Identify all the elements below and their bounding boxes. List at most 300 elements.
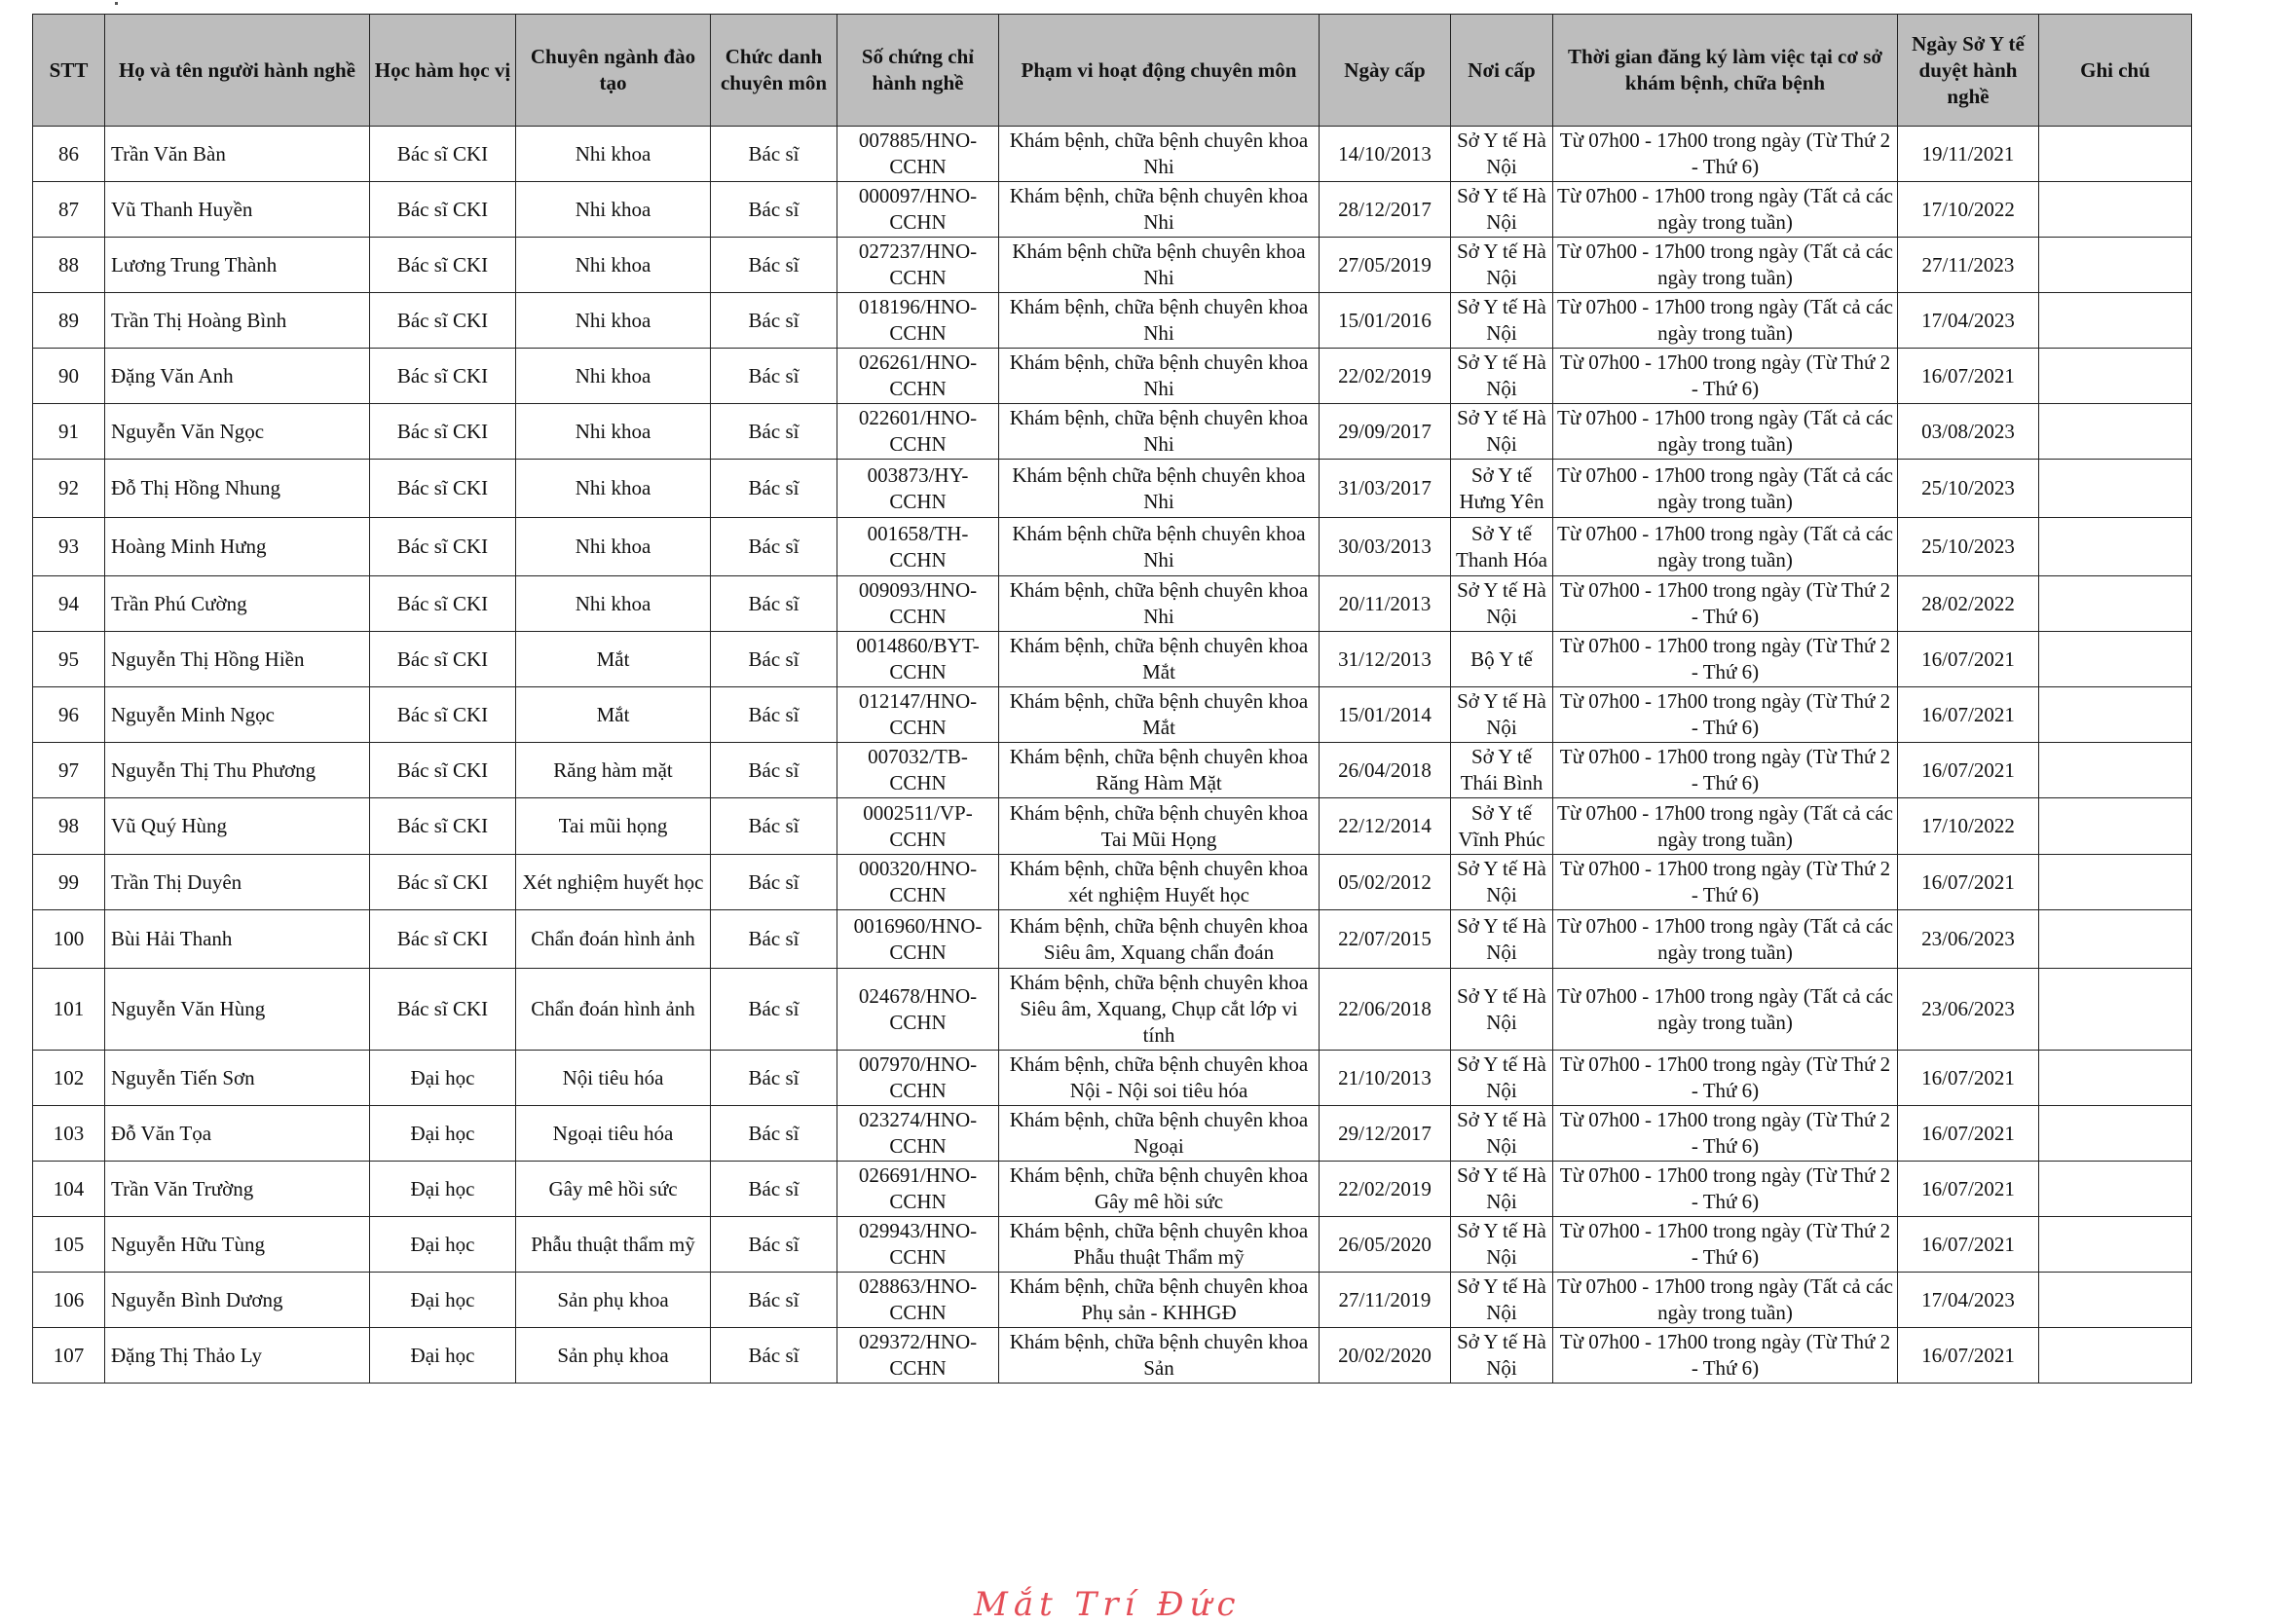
cell-scope: Khám bệnh, chữa bệnh chuyên khoa Nhi bbox=[999, 127, 1320, 182]
cell-issuer: Sở Y tế Hà Nội bbox=[1451, 349, 1553, 404]
cell-degree: Bác sĩ CKI bbox=[370, 404, 516, 460]
cell-certificate: 012147/HNO-CCHN bbox=[837, 687, 999, 743]
cell-scope: Khám bệnh, chữa bệnh chuyên khoa Nội - Nội soi tiêu hóa bbox=[999, 1051, 1320, 1106]
cell-name: Bùi Hải Thanh bbox=[105, 910, 370, 969]
cell-specialty: Nhi khoa bbox=[516, 182, 711, 238]
cell-degree: Đại học bbox=[370, 1273, 516, 1328]
cell-degree: Bác sĩ CKI bbox=[370, 518, 516, 576]
cell-certificate: 029372/HNO-CCHN bbox=[837, 1328, 999, 1384]
cell-specialty: Nhi khoa bbox=[516, 238, 711, 293]
cell-specialty: Sản phụ khoa bbox=[516, 1328, 711, 1384]
cell-approval-date: 16/07/2021 bbox=[1898, 1217, 2039, 1273]
cell-name: Nguyễn Bình Dương bbox=[105, 1273, 370, 1328]
cell-degree: Đại học bbox=[370, 1217, 516, 1273]
table-row bbox=[33, 460, 2192, 518]
cell-notes bbox=[2039, 1106, 2192, 1162]
cell-specialty: Phẫu thuật thẩm mỹ bbox=[516, 1217, 711, 1273]
cell-issue-date: 15/01/2016 bbox=[1320, 293, 1451, 349]
cell-issue-date: 31/03/2017 bbox=[1320, 460, 1451, 518]
cell-degree: Bác sĩ CKI bbox=[370, 127, 516, 182]
cell-scope: Khám bệnh chữa bệnh chuyên khoa Nhi bbox=[999, 460, 1320, 518]
cell-issuer: Bộ Y tế bbox=[1451, 632, 1553, 687]
table-row bbox=[33, 293, 2192, 349]
cell-title: Bác sĩ bbox=[711, 798, 837, 855]
cell-certificate: 001658/TH-CCHN bbox=[837, 518, 999, 576]
table-row bbox=[33, 404, 2192, 460]
cell-title: Bác sĩ bbox=[711, 1328, 837, 1384]
cell-issue-date: 26/04/2018 bbox=[1320, 743, 1451, 798]
cell-approval-date: 17/10/2022 bbox=[1898, 798, 2039, 855]
cell-scope: Khám bệnh, chữa bệnh chuyên khoa Mắt bbox=[999, 632, 1320, 687]
cell-stt: 96 bbox=[33, 687, 105, 743]
cell-issuer: Sở Y tế Hà Nội bbox=[1451, 910, 1553, 969]
cell-title: Bác sĩ bbox=[711, 238, 837, 293]
cell-degree: Bác sĩ CKI bbox=[370, 238, 516, 293]
cell-title: Bác sĩ bbox=[711, 1273, 837, 1328]
cell-issuer: Sở Y tế Hưng Yên bbox=[1451, 460, 1553, 518]
cell-scope: Khám bệnh, chữa bệnh chuyên khoa Nhi bbox=[999, 182, 1320, 238]
table-row bbox=[33, 1273, 2192, 1328]
cell-scope: Khám bệnh, chữa bệnh chuyên khoa Nhi bbox=[999, 404, 1320, 460]
cell-certificate: 0016960/HNO-CCHN bbox=[837, 910, 999, 969]
table-row bbox=[33, 910, 2192, 969]
cell-scope: Khám bệnh, chữa bệnh chuyên khoa xét nghiệm Huyết học bbox=[999, 855, 1320, 910]
cell-specialty: Nhi khoa bbox=[516, 460, 711, 518]
cell-specialty: Chẩn đoán hình ảnh bbox=[516, 910, 711, 969]
cell-specialty: Mắt bbox=[516, 632, 711, 687]
cell-issuer: Sở Y tế Hà Nội bbox=[1451, 182, 1553, 238]
cell-title: Bác sĩ bbox=[711, 576, 837, 632]
cell-approval-date: 28/02/2022 bbox=[1898, 576, 2039, 632]
table-row bbox=[33, 1162, 2192, 1217]
header-degree: Học hàm học vị bbox=[370, 15, 516, 127]
cell-notes bbox=[2039, 969, 2192, 1051]
cell-certificate: 028863/HNO-CCHN bbox=[837, 1273, 999, 1328]
cell-stt: 91 bbox=[33, 404, 105, 460]
cell-certificate: 003873/HY-CCHN bbox=[837, 460, 999, 518]
cell-working-time: Từ 07h00 - 17h00 trong ngày (Từ Thứ 2 - Thứ 6) bbox=[1553, 349, 1898, 404]
cell-specialty: Nhi khoa bbox=[516, 127, 711, 182]
cell-certificate: 027237/HNO-CCHN bbox=[837, 238, 999, 293]
cell-issue-date: 22/07/2015 bbox=[1320, 910, 1451, 969]
cell-stt: 102 bbox=[33, 1051, 105, 1106]
cell-issuer: Sở Y tế Thái Bình bbox=[1451, 743, 1553, 798]
cell-working-time: Từ 07h00 - 17h00 trong ngày (Tất cả các ngày trong tuần) bbox=[1553, 798, 1898, 855]
cell-stt: 100 bbox=[33, 910, 105, 969]
cell-title: Bác sĩ bbox=[711, 1106, 837, 1162]
header-notes: Ghi chú bbox=[2039, 15, 2192, 127]
cell-scope: Khám bệnh, chữa bệnh chuyên khoa Tai Mũi Họng bbox=[999, 798, 1320, 855]
cell-degree: Đại học bbox=[370, 1328, 516, 1384]
table-row bbox=[33, 182, 2192, 238]
cell-scope: Khám bệnh, chữa bệnh chuyên khoa Siêu âm, Xquang chẩn đoán bbox=[999, 910, 1320, 969]
cell-working-time: Từ 07h00 - 17h00 trong ngày (Tất cả các ngày trong tuần) bbox=[1553, 460, 1898, 518]
cell-approval-date: 16/07/2021 bbox=[1898, 1162, 2039, 1217]
header-issuer: Nơi cấp bbox=[1451, 15, 1553, 127]
cell-stt: 103 bbox=[33, 1106, 105, 1162]
cell-working-time: Từ 07h00 - 17h00 trong ngày (Từ Thứ 2 - Thứ 6) bbox=[1553, 1328, 1898, 1384]
cell-name: Nguyễn Thị Thu Phương bbox=[105, 743, 370, 798]
cell-stt: 101 bbox=[33, 969, 105, 1051]
table-row bbox=[33, 238, 2192, 293]
cell-certificate: 024678/HNO-CCHN bbox=[837, 969, 999, 1051]
cell-title: Bác sĩ bbox=[711, 1217, 837, 1273]
header-specialty: Chuyên ngành đào tạo bbox=[516, 15, 711, 127]
cell-certificate: 000320/HNO-CCHN bbox=[837, 855, 999, 910]
cell-issuer: Sở Y tế Vĩnh Phúc bbox=[1451, 798, 1553, 855]
cell-scope: Khám bệnh, chữa bệnh chuyên khoa Nhi bbox=[999, 349, 1320, 404]
cell-notes bbox=[2039, 182, 2192, 238]
cell-certificate: 007885/HNO-CCHN bbox=[837, 127, 999, 182]
cell-stt: 89 bbox=[33, 293, 105, 349]
cell-approval-date: 03/08/2023 bbox=[1898, 404, 2039, 460]
cell-title: Bác sĩ bbox=[711, 293, 837, 349]
cell-approval-date: 23/06/2023 bbox=[1898, 969, 2039, 1051]
cell-approval-date: 19/11/2021 bbox=[1898, 127, 2039, 182]
cell-issuer: Sở Y tế Hà Nội bbox=[1451, 969, 1553, 1051]
cell-approval-date: 27/11/2023 bbox=[1898, 238, 2039, 293]
cell-specialty: Nội tiêu hóa bbox=[516, 1051, 711, 1106]
table-row bbox=[33, 743, 2192, 798]
header-title: Chức danh chuyên môn bbox=[711, 15, 837, 127]
cell-name: Đặng Văn Anh bbox=[105, 349, 370, 404]
cell-stt: 87 bbox=[33, 182, 105, 238]
cell-scope: Khám bệnh, chữa bệnh chuyên khoa Ngoại bbox=[999, 1106, 1320, 1162]
cell-notes bbox=[2039, 1051, 2192, 1106]
cell-scope: Khám bệnh, chữa bệnh chuyên khoa Sản bbox=[999, 1328, 1320, 1384]
cell-name: Nguyễn Văn Ngọc bbox=[105, 404, 370, 460]
cell-stt: 105 bbox=[33, 1217, 105, 1273]
cell-degree: Bác sĩ CKI bbox=[370, 798, 516, 855]
stamp-text: Mắt Trí Đức bbox=[974, 1585, 1242, 1624]
cell-issuer: Sở Y tế Hà Nội bbox=[1451, 1217, 1553, 1273]
cell-degree: Đại học bbox=[370, 1162, 516, 1217]
cell-issuer: Sở Y tế Hà Nội bbox=[1451, 687, 1553, 743]
cell-scope: Khám bệnh, chữa bệnh chuyên khoa Mắt bbox=[999, 687, 1320, 743]
cell-certificate: 0002511/VP-CCHN bbox=[837, 798, 999, 855]
cell-working-time: Từ 07h00 - 17h00 trong ngày (Tất cả các ngày trong tuần) bbox=[1553, 1273, 1898, 1328]
cell-certificate: 0014860/BYT-CCHN bbox=[837, 632, 999, 687]
cell-stt: 97 bbox=[33, 743, 105, 798]
table-row bbox=[33, 1051, 2192, 1106]
table-row bbox=[33, 127, 2192, 182]
cell-specialty: Xét nghiệm huyết học bbox=[516, 855, 711, 910]
cell-working-time: Từ 07h00 - 17h00 trong ngày (Từ Thứ 2 - Thứ 6) bbox=[1553, 855, 1898, 910]
cell-stt: 104 bbox=[33, 1162, 105, 1217]
cell-working-time: Từ 07h00 - 17h00 trong ngày (Từ Thứ 2 - Thứ 6) bbox=[1553, 127, 1898, 182]
table-row bbox=[33, 518, 2192, 576]
cell-working-time: Từ 07h00 - 17h00 trong ngày (Từ Thứ 2 - Thứ 6) bbox=[1553, 1217, 1898, 1273]
cell-specialty: Nhi khoa bbox=[516, 576, 711, 632]
cell-degree: Bác sĩ CKI bbox=[370, 687, 516, 743]
cell-approval-date: 16/07/2021 bbox=[1898, 1051, 2039, 1106]
cell-issue-date: 29/12/2017 bbox=[1320, 1106, 1451, 1162]
cell-specialty: Chẩn đoán hình ảnh bbox=[516, 969, 711, 1051]
cell-specialty: Gây mê hồi sức bbox=[516, 1162, 711, 1217]
cell-approval-date: 16/07/2021 bbox=[1898, 632, 2039, 687]
table-row bbox=[33, 349, 2192, 404]
cell-approval-date: 23/06/2023 bbox=[1898, 910, 2039, 969]
cell-name: Nguyễn Thị Hồng Hiền bbox=[105, 632, 370, 687]
cell-title: Bác sĩ bbox=[711, 687, 837, 743]
cell-certificate: 007970/HNO-CCHN bbox=[837, 1051, 999, 1106]
cell-notes bbox=[2039, 127, 2192, 182]
table-row bbox=[33, 969, 2192, 1051]
cell-approval-date: 17/04/2023 bbox=[1898, 1273, 2039, 1328]
cell-name: Hoàng Minh Hưng bbox=[105, 518, 370, 576]
cell-scope: Khám bệnh, chữa bệnh chuyên khoa Gây mê hồi sức bbox=[999, 1162, 1320, 1217]
cell-degree: Bác sĩ CKI bbox=[370, 349, 516, 404]
table-row bbox=[33, 1106, 2192, 1162]
cell-scope: Khám bệnh, chữa bệnh chuyên khoa Răng Hàm Mặt bbox=[999, 743, 1320, 798]
cell-notes bbox=[2039, 1162, 2192, 1217]
cell-issue-date: 22/02/2019 bbox=[1320, 349, 1451, 404]
cell-stt: 98 bbox=[33, 798, 105, 855]
cell-title: Bác sĩ bbox=[711, 404, 837, 460]
cell-notes bbox=[2039, 404, 2192, 460]
cell-stt: 88 bbox=[33, 238, 105, 293]
header-issue-date: Ngày cấp bbox=[1320, 15, 1451, 127]
cell-notes bbox=[2039, 798, 2192, 855]
cell-working-time: Từ 07h00 - 17h00 trong ngày (Tất cả các ngày trong tuần) bbox=[1553, 293, 1898, 349]
cell-degree: Đại học bbox=[370, 1106, 516, 1162]
cell-stt: 86 bbox=[33, 127, 105, 182]
cell-degree: Bác sĩ CKI bbox=[370, 293, 516, 349]
cell-title: Bác sĩ bbox=[711, 460, 837, 518]
cell-notes bbox=[2039, 855, 2192, 910]
cell-name: Vũ Thanh Huyền bbox=[105, 182, 370, 238]
cell-name: Trần Thị Hoàng Bình bbox=[105, 293, 370, 349]
cell-issue-date: 22/02/2019 bbox=[1320, 1162, 1451, 1217]
cell-notes bbox=[2039, 1217, 2192, 1273]
header-scope: Phạm vi hoạt động chuyên môn bbox=[999, 15, 1320, 127]
cell-name: Lương Trung Thành bbox=[105, 238, 370, 293]
cell-scope: Khám bệnh, chữa bệnh chuyên khoa Nhi bbox=[999, 576, 1320, 632]
cell-issue-date: 27/05/2019 bbox=[1320, 238, 1451, 293]
cell-issuer: Sở Y tế Thanh Hóa bbox=[1451, 518, 1553, 576]
table-row bbox=[33, 798, 2192, 855]
cell-working-time: Từ 07h00 - 17h00 trong ngày (Từ Thứ 2 - Thứ 6) bbox=[1553, 576, 1898, 632]
cell-working-time: Từ 07h00 - 17h00 trong ngày (Tất cả các ngày trong tuần) bbox=[1553, 910, 1898, 969]
cell-notes bbox=[2039, 460, 2192, 518]
cell-working-time: Từ 07h00 - 17h00 trong ngày (Từ Thứ 2 - Thứ 6) bbox=[1553, 1162, 1898, 1217]
header-name: Họ và tên người hành nghề bbox=[105, 15, 370, 127]
header-certificate: Số chứng chỉ hành nghề bbox=[837, 15, 999, 127]
table-row bbox=[33, 855, 2192, 910]
header-working-time: Thời gian đăng ký làm việc tại cơ sở khám bệnh, chữa bệnh bbox=[1553, 15, 1898, 127]
cell-title: Bác sĩ bbox=[711, 1051, 837, 1106]
cell-issuer: Sở Y tế Hà Nội bbox=[1451, 1051, 1553, 1106]
cell-name: Trần Phú Cường bbox=[105, 576, 370, 632]
cell-specialty: Sản phụ khoa bbox=[516, 1273, 711, 1328]
cell-issuer: Sở Y tế Hà Nội bbox=[1451, 238, 1553, 293]
cell-approval-date: 17/10/2022 bbox=[1898, 182, 2039, 238]
header-row bbox=[33, 15, 2192, 127]
cell-name: Nguyễn Minh Ngọc bbox=[105, 687, 370, 743]
cell-degree: Bác sĩ CKI bbox=[370, 910, 516, 969]
cell-working-time: Từ 07h00 - 17h00 trong ngày (Từ Thứ 2 - Thứ 6) bbox=[1553, 632, 1898, 687]
cell-issuer: Sở Y tế Hà Nội bbox=[1451, 404, 1553, 460]
cell-issue-date: 30/03/2013 bbox=[1320, 518, 1451, 576]
cell-issuer: Sở Y tế Hà Nội bbox=[1451, 1328, 1553, 1384]
cell-specialty: Ngoại tiêu hóa bbox=[516, 1106, 711, 1162]
cell-issue-date: 20/11/2013 bbox=[1320, 576, 1451, 632]
cell-stt: 106 bbox=[33, 1273, 105, 1328]
cell-issue-date: 05/02/2012 bbox=[1320, 855, 1451, 910]
cell-approval-date: 16/07/2021 bbox=[1898, 855, 2039, 910]
table-row bbox=[33, 687, 2192, 743]
cell-scope: Khám bệnh, chữa bệnh chuyên khoa Nhi bbox=[999, 293, 1320, 349]
cell-degree: Đại học bbox=[370, 1051, 516, 1106]
cell-stt: 99 bbox=[33, 855, 105, 910]
cell-notes bbox=[2039, 518, 2192, 576]
cell-issuer: Sở Y tế Hà Nội bbox=[1451, 127, 1553, 182]
cell-title: Bác sĩ bbox=[711, 855, 837, 910]
cell-specialty: Mắt bbox=[516, 687, 711, 743]
cell-notes bbox=[2039, 293, 2192, 349]
cell-approval-date: 25/10/2023 bbox=[1898, 518, 2039, 576]
cell-specialty: Tai mũi họng bbox=[516, 798, 711, 855]
cell-name: Đỗ Thị Hồng Nhung bbox=[105, 460, 370, 518]
cell-title: Bác sĩ bbox=[711, 182, 837, 238]
cell-stt: 93 bbox=[33, 518, 105, 576]
table-body bbox=[33, 127, 2192, 1384]
cell-specialty: Nhi khoa bbox=[516, 293, 711, 349]
cell-working-time: Từ 07h00 - 17h00 trong ngày (Từ Thứ 2 - Thứ 6) bbox=[1553, 743, 1898, 798]
cell-notes bbox=[2039, 1273, 2192, 1328]
cell-scope: Khám bệnh, chữa bệnh chuyên khoa Phẫu thuật Thẩm mỹ bbox=[999, 1217, 1320, 1273]
cell-title: Bác sĩ bbox=[711, 518, 837, 576]
cell-issue-date: 27/11/2019 bbox=[1320, 1273, 1451, 1328]
cell-name: Trần Thị Duyên bbox=[105, 855, 370, 910]
header-approval-date: Ngày Sở Y tế duyệt hành nghề bbox=[1898, 15, 2039, 127]
cell-certificate: 022601/HNO-CCHN bbox=[837, 404, 999, 460]
cell-approval-date: 16/07/2021 bbox=[1898, 687, 2039, 743]
cell-notes bbox=[2039, 349, 2192, 404]
cell-specialty: Nhi khoa bbox=[516, 518, 711, 576]
cell-scope: Khám bệnh chữa bệnh chuyên khoa Nhi bbox=[999, 518, 1320, 576]
cell-name: Nguyễn Tiến Sơn bbox=[105, 1051, 370, 1106]
cell-issue-date: 15/01/2014 bbox=[1320, 687, 1451, 743]
cell-working-time: Từ 07h00 - 17h00 trong ngày (Từ Thứ 2 - Thứ 6) bbox=[1553, 1106, 1898, 1162]
cell-title: Bác sĩ bbox=[711, 969, 837, 1051]
cell-stt: 94 bbox=[33, 576, 105, 632]
cell-working-time: Từ 07h00 - 17h00 trong ngày (Tất cả các ngày trong tuần) bbox=[1553, 182, 1898, 238]
red-stamp bbox=[974, 1581, 1266, 1624]
cell-issue-date: 20/02/2020 bbox=[1320, 1328, 1451, 1384]
cell-issuer: Sở Y tế Hà Nội bbox=[1451, 576, 1553, 632]
cell-scope: Khám bệnh, chữa bệnh chuyên khoa Phụ sản - KHHGĐ bbox=[999, 1273, 1320, 1328]
cell-notes bbox=[2039, 238, 2192, 293]
cell-issue-date: 31/12/2013 bbox=[1320, 632, 1451, 687]
cell-certificate: 009093/HNO-CCHN bbox=[837, 576, 999, 632]
cell-degree: Bác sĩ CKI bbox=[370, 855, 516, 910]
cell-title: Bác sĩ bbox=[711, 349, 837, 404]
cell-title: Bác sĩ bbox=[711, 743, 837, 798]
cell-certificate: 000097/HNO-CCHN bbox=[837, 182, 999, 238]
cell-working-time: Từ 07h00 - 17h00 trong ngày (Tất cả các ngày trong tuần) bbox=[1553, 969, 1898, 1051]
cell-issue-date: 26/05/2020 bbox=[1320, 1217, 1451, 1273]
cell-certificate: 007032/TB-CCHN bbox=[837, 743, 999, 798]
cell-degree: Bác sĩ CKI bbox=[370, 632, 516, 687]
cell-issue-date: 22/06/2018 bbox=[1320, 969, 1451, 1051]
cell-degree: Bác sĩ CKI bbox=[370, 182, 516, 238]
cell-name: Trần Văn Trường bbox=[105, 1162, 370, 1217]
cell-notes bbox=[2039, 1328, 2192, 1384]
cell-title: Bác sĩ bbox=[711, 910, 837, 969]
cell-issuer: Sở Y tế Hà Nội bbox=[1451, 1106, 1553, 1162]
cell-issuer: Sở Y tế Hà Nội bbox=[1451, 855, 1553, 910]
cell-notes bbox=[2039, 743, 2192, 798]
cell-stt: 95 bbox=[33, 632, 105, 687]
cell-stt: 90 bbox=[33, 349, 105, 404]
cell-issue-date: 29/09/2017 bbox=[1320, 404, 1451, 460]
cell-degree: Bác sĩ CKI bbox=[370, 743, 516, 798]
cell-approval-date: 16/07/2021 bbox=[1898, 1328, 2039, 1384]
cell-certificate: 026691/HNO-CCHN bbox=[837, 1162, 999, 1217]
cell-name: Đỗ Văn Tọa bbox=[105, 1106, 370, 1162]
cell-notes bbox=[2039, 687, 2192, 743]
cell-issue-date: 14/10/2013 bbox=[1320, 127, 1451, 182]
cell-name: Đặng Thị Thảo Ly bbox=[105, 1328, 370, 1384]
cell-degree: Bác sĩ CKI bbox=[370, 576, 516, 632]
table-row bbox=[33, 1217, 2192, 1273]
table-row bbox=[33, 576, 2192, 632]
cell-title: Bác sĩ bbox=[711, 1162, 837, 1217]
cell-degree: Bác sĩ CKI bbox=[370, 969, 516, 1051]
cell-certificate: 023274/HNO-CCHN bbox=[837, 1106, 999, 1162]
cell-certificate: 029943/HNO-CCHN bbox=[837, 1217, 999, 1273]
cell-approval-date: 16/07/2021 bbox=[1898, 743, 2039, 798]
cell-name: Vũ Quý Hùng bbox=[105, 798, 370, 855]
table-row bbox=[33, 632, 2192, 687]
table-row bbox=[33, 1328, 2192, 1384]
cell-approval-date: 25/10/2023 bbox=[1898, 460, 2039, 518]
cell-certificate: 026261/HNO-CCHN bbox=[837, 349, 999, 404]
cell-degree: Bác sĩ CKI bbox=[370, 460, 516, 518]
cell-certificate: 018196/HNO-CCHN bbox=[837, 293, 999, 349]
cell-stt: 107 bbox=[33, 1328, 105, 1384]
cell-title: Bác sĩ bbox=[711, 632, 837, 687]
cell-title: Bác sĩ bbox=[711, 127, 837, 182]
practitioner-table bbox=[32, 14, 2192, 1384]
cell-working-time: Từ 07h00 - 17h00 trong ngày (Từ Thứ 2 - Thứ 6) bbox=[1553, 1051, 1898, 1106]
cell-issuer: Sở Y tế Hà Nội bbox=[1451, 293, 1553, 349]
cell-issuer: Sở Y tế Hà Nội bbox=[1451, 1273, 1553, 1328]
cell-issue-date: 22/12/2014 bbox=[1320, 798, 1451, 855]
cell-working-time: Từ 07h00 - 17h00 trong ngày (Tất cả các ngày trong tuần) bbox=[1553, 518, 1898, 576]
cell-name: Nguyễn Văn Hùng bbox=[105, 969, 370, 1051]
cell-issuer: Sở Y tế Hà Nội bbox=[1451, 1162, 1553, 1217]
cell-specialty: Răng hàm mặt bbox=[516, 743, 711, 798]
cell-notes bbox=[2039, 576, 2192, 632]
cell-name: Nguyễn Hữu Tùng bbox=[105, 1217, 370, 1273]
cell-working-time: Từ 07h00 - 17h00 trong ngày (Tất cả các ngày trong tuần) bbox=[1553, 238, 1898, 293]
cell-approval-date: 16/07/2021 bbox=[1898, 349, 2039, 404]
header-stt: STT bbox=[33, 15, 105, 127]
cell-scope: Khám bệnh chữa bệnh chuyên khoa Nhi bbox=[999, 238, 1320, 293]
cell-working-time: Từ 07h00 - 17h00 trong ngày (Từ Thứ 2 - Thứ 6) bbox=[1553, 687, 1898, 743]
cell-stt: 92 bbox=[33, 460, 105, 518]
cell-approval-date: 17/04/2023 bbox=[1898, 293, 2039, 349]
cell-notes bbox=[2039, 632, 2192, 687]
cell-specialty: Nhi khoa bbox=[516, 404, 711, 460]
scan-mark bbox=[115, 2, 118, 5]
cell-issue-date: 21/10/2013 bbox=[1320, 1051, 1451, 1106]
cell-notes bbox=[2039, 910, 2192, 969]
cell-scope: Khám bệnh, chữa bệnh chuyên khoa Siêu âm, Xquang, Chụp cắt lớp vi tính bbox=[999, 969, 1320, 1051]
cell-approval-date: 16/07/2021 bbox=[1898, 1106, 2039, 1162]
